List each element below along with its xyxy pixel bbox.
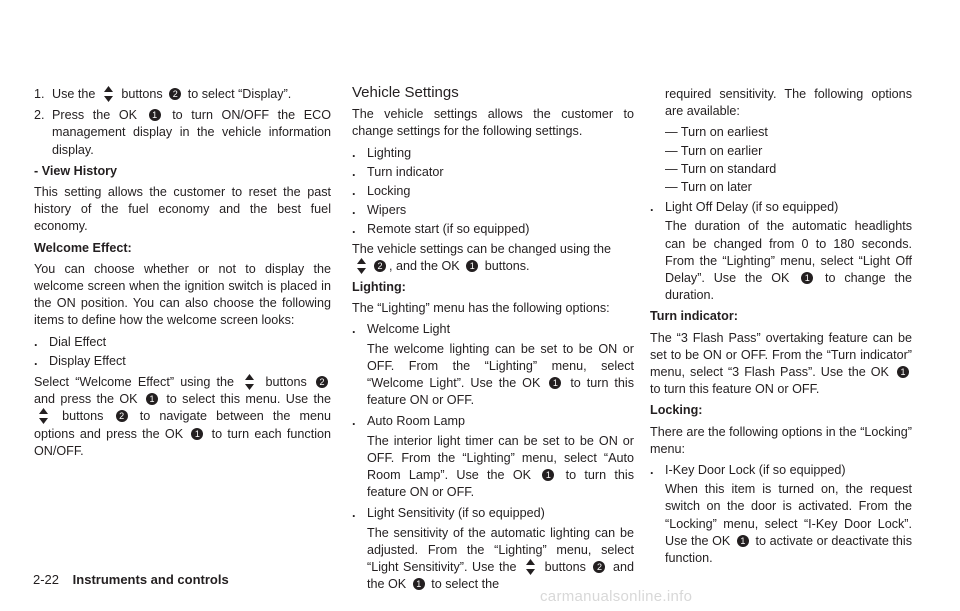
welcome-effect-heading: Welcome Effect: xyxy=(34,240,132,255)
section-title: Vehicle Settings xyxy=(352,84,459,101)
step-text: to select “Display”. xyxy=(187,87,292,101)
button-1-marker: 1 xyxy=(149,109,161,121)
welcome-light-text: The welcome lighting can be set to be ON or OFF. From the “Lighting” menu, select “Welcome Light”. Use the OK 1 to turn this feature ON or OFF. xyxy=(367,341,635,408)
light-sensitivity-text: The sensitivity of the automatic lighting can be adjusted. From the “Lighting” menu, select “Light Sensitivity”. Use the buttons 2 and the OK 1 to select the xyxy=(367,525,635,592)
lighting-heading: Lighting: xyxy=(352,280,406,295)
column-left xyxy=(34,86,331,464)
button-1-marker: 1 xyxy=(191,428,203,440)
turn-indicator-heading: Turn indicator: xyxy=(650,309,738,324)
up-down-arrow-icon xyxy=(525,559,536,575)
up-down-arrow-icon xyxy=(356,258,367,274)
welcome-select-text: Select “Welcome Effect” using the buttons 2 and press the OK 1 to select this menu. Use the buttons 2 to navigate between the menu options and press the OK 1 to turn each function ON/OFF. xyxy=(34,375,332,458)
step-text: buttons xyxy=(121,87,163,101)
list-item: . Light Off Delay (if so equipped) xyxy=(650,200,839,215)
button-1-marker: 1 xyxy=(542,469,554,481)
list-item: . Remote start (if so equipped) xyxy=(352,222,530,237)
step-text: Press the OK xyxy=(52,108,138,123)
list-item: . Turn indicator xyxy=(352,164,444,179)
list-item: . Auto Room Lamp xyxy=(352,414,466,429)
list-item: . Display Effect xyxy=(34,353,126,368)
step-text: Use the xyxy=(52,87,96,101)
locking-heading: Locking: xyxy=(650,403,703,418)
step-number: 2. xyxy=(34,108,45,123)
step-number: 1. xyxy=(34,87,45,101)
up-down-arrow-icon xyxy=(244,374,255,390)
list-item: . Light Sensitivity (if so equipped) xyxy=(352,506,545,521)
watermark: carmanualsonline.info xyxy=(540,588,693,605)
page-number: 2-22 xyxy=(33,572,60,587)
button-1-marker: 1 xyxy=(549,377,561,389)
list-item: . Lighting xyxy=(352,145,412,160)
up-down-arrow-icon xyxy=(103,86,114,102)
column-right xyxy=(650,86,912,571)
turn-indicator-text: The “3 Flash Pass” overtaking feature can be set to be ON or OFF. From the “Turn indicator” menu, select “3 Flash Pass”. Use the OK 1 to turn this feature ON or OFF. xyxy=(650,330,912,397)
list-item: — Turn on later xyxy=(665,180,752,195)
view-history-heading: - View History xyxy=(34,163,118,178)
i-key-door-lock-text: When this item is turned on, the request switch on the door is activated. From the “Locking” menu, select “I-Key Door Lock”. Use the OK 1 to activate or deactivate this function. xyxy=(665,482,913,566)
up-down-arrow-icon xyxy=(38,408,49,424)
button-2-marker: 2 xyxy=(169,88,181,100)
step-1 xyxy=(34,86,331,103)
list-item: . Wipers xyxy=(352,203,407,218)
section-name: Instruments and controls xyxy=(72,572,229,587)
button-1-marker: 1 xyxy=(466,260,478,272)
list-item: . I-Key Door Lock (if so equipped) xyxy=(650,463,846,478)
button-2-marker: 2 xyxy=(116,410,128,422)
list-item: . Dial Effect xyxy=(34,334,107,349)
list-item: . Welcome Light xyxy=(352,322,451,337)
step-2 xyxy=(34,107,331,159)
button-1-marker: 1 xyxy=(737,535,749,547)
list-item: — Turn on earlier xyxy=(665,143,763,158)
button-1-marker: 1 xyxy=(146,393,158,405)
lighting-intro: The “Lighting” menu has the following options: xyxy=(352,301,610,316)
settings-change-text: The vehicle settings can be changed using the 2 , and the OK 1 buttons. xyxy=(352,241,612,273)
sensitivity-options-text: required sensitivity. The following options are available: xyxy=(665,87,912,119)
list-item: — Turn on standard xyxy=(665,161,777,176)
locking-intro: There are the following options in the “Locking” menu: xyxy=(650,424,912,456)
auto-room-lamp-text: The interior light timer can be set to be ON or OFF. From the “Lighting” menu, select “Auto Room Lamp”. Use the OK 1 to turn this feature ON or OFF. xyxy=(367,433,635,500)
button-2-marker: 2 xyxy=(593,561,605,573)
welcome-effect-text: You can choose whether or not to display the welcome screen when the ignition switch is placed in the ON position. You can also choose the following items to define how the welcome screen looks: xyxy=(34,261,331,328)
column-middle xyxy=(352,86,634,597)
button-2-marker: 2 xyxy=(316,376,328,388)
vehicle-settings-intro: The vehicle settings allows the customer to change settings for the following settings. xyxy=(352,107,634,139)
page-footer xyxy=(33,572,229,587)
button-1-marker: 1 xyxy=(801,272,813,284)
list-item: — Turn on earliest xyxy=(665,125,768,140)
button-1-marker: 1 xyxy=(413,578,425,590)
view-history-text: This setting allows the customer to reset the past history of the fuel economy and the best fuel economy. xyxy=(34,185,331,234)
list-item: . Locking xyxy=(352,184,411,199)
button-2-marker: 2 xyxy=(374,260,386,272)
light-off-delay-text: The duration of the automatic headlights can be changed from 0 to 180 seconds. From the “Lighting” menu, select “Light Off Delay”. Use the OK 1 to change the duration. xyxy=(665,219,912,303)
step-text: to turn ON/OFF the ECO management display in the vehicle information display. xyxy=(52,108,332,157)
button-1-marker: 1 xyxy=(897,366,909,378)
